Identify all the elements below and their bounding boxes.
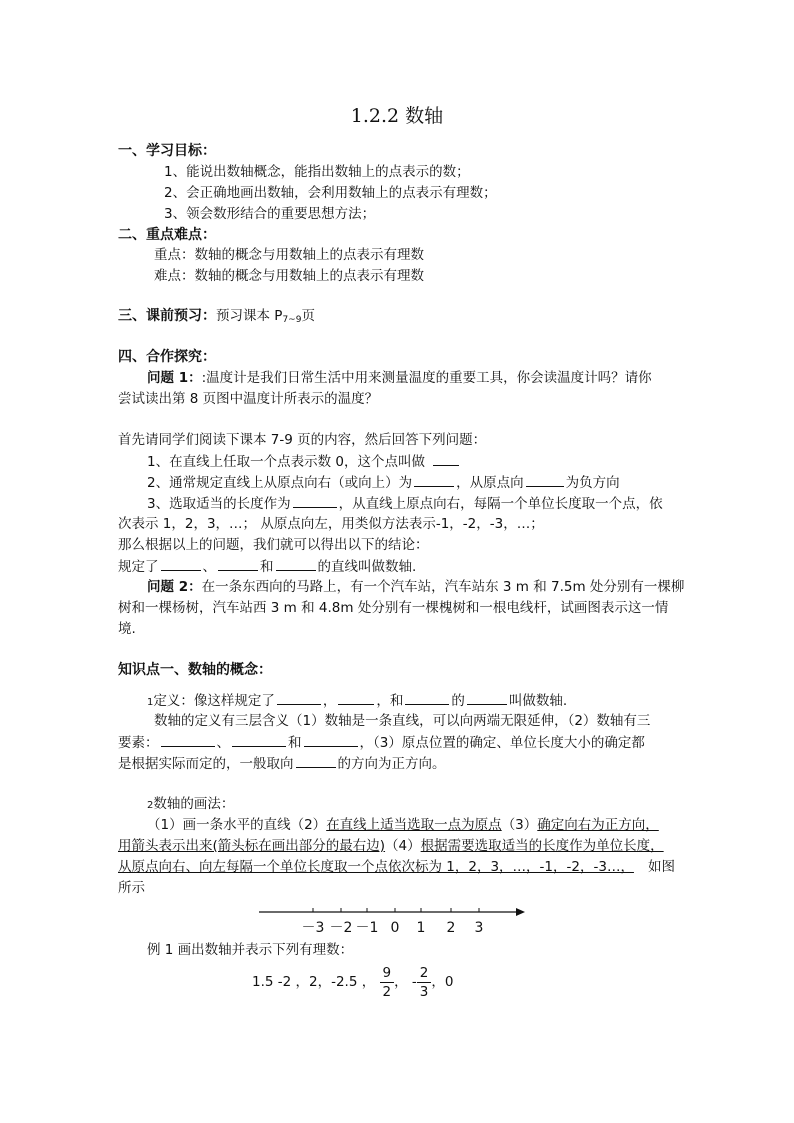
rule-text: 的直线叫做数轴. <box>317 559 417 575</box>
answer-3-cont: 次表示 1，2，3，…； 从原点向左，用类似方法表示-1，-2，-3，…； <box>118 516 544 532</box>
explore-heading: 四、合作探究： <box>118 349 216 365</box>
answer-2-text: ，从原点向 <box>456 475 524 491</box>
fill-blank[interactable] <box>218 556 258 571</box>
goals-heading: 一、学习目标： <box>118 143 216 159</box>
answer-3 <box>147 493 663 514</box>
question-2-label: 问题 2： <box>147 579 202 595</box>
drawing-heading <box>147 794 234 816</box>
answer-3-text: 3、选取适当的长度作为 <box>147 496 291 512</box>
positive-direction-text: 是根据实际而定的，一般取向 <box>118 756 294 772</box>
question-1-text: :温度计是我们日常生活中用来测量温度的重要工具，你会读温度计吗？请你 <box>201 370 652 386</box>
rule-text: 、 <box>202 559 216 575</box>
fill-blank[interactable] <box>296 753 336 768</box>
step-text-underlined: 用箭头表示出来(箭头标在画出部分的最右边) <box>118 838 386 854</box>
number-line <box>255 902 530 938</box>
keypoints-heading: 二、重点难点： <box>118 227 216 243</box>
question-1-label: 问题 1： <box>147 370 202 386</box>
example-1: 例 1 画出数轴并表示下列有理数： <box>147 942 354 958</box>
number-line-label: －3 <box>301 920 325 936</box>
number-line-label: 3 <box>474 920 484 936</box>
definition-text: ，和 <box>376 693 404 709</box>
drawing-steps-1 <box>147 815 659 835</box>
knowledge-point-1-heading: 知识点一、数轴的概念： <box>118 662 272 678</box>
example-numbers-text: ， - <box>394 974 417 990</box>
page-title: 1.2.2 数轴 <box>350 105 444 127</box>
fill-blank[interactable] <box>293 493 337 508</box>
positive-direction-text: 的方向为正方向。 <box>337 756 446 772</box>
question-1-text-2: 尝试读出第 8 页图中温度计所表示的温度？ <box>118 391 379 407</box>
step-text-underlined: 确定向右为正方向， <box>537 817 659 833</box>
key-point: 重点：数轴的概念与用数轴上的点表示有理数 <box>154 247 424 263</box>
step-text-underlined: 在直线上适当选取一点为原点 <box>326 817 502 833</box>
difficulty-point: 难点：数轴的概念与用数轴上的点表示有理数 <box>154 268 424 284</box>
definition-text: 叫做数轴. <box>508 693 568 709</box>
number-line-arrow <box>516 908 525 916</box>
fill-blank[interactable] <box>526 472 564 487</box>
number-line-label: 2 <box>446 920 456 936</box>
three-elements-text: 、 <box>216 735 230 751</box>
positive-direction <box>118 753 446 774</box>
definition-line <box>147 690 567 713</box>
number-line-label: 1 <box>416 920 426 936</box>
answer-2-text: 2、通常规定直线上从原点向右（或向上）为 <box>147 475 413 491</box>
fill-blank[interactable] <box>276 556 316 571</box>
three-elements-text: 要素： <box>118 735 159 751</box>
fill-blank[interactable] <box>232 732 286 747</box>
answer-1 <box>147 451 461 472</box>
fill-blank[interactable] <box>467 690 507 705</box>
fraction-denominator: 2 <box>382 983 392 1000</box>
step-text-underlined: 根据需要选取适当的长度作为单位长度， <box>420 838 664 854</box>
rule-text: 和 <box>260 559 274 575</box>
definition-text: ， <box>322 693 337 709</box>
fraction-denominator: 3 <box>419 983 429 1000</box>
three-elements <box>118 732 645 753</box>
answer-1-text: 1、在直线上任取一个点表示数 0，这个点叫做 <box>147 454 425 470</box>
question-1 <box>147 368 652 388</box>
fill-blank[interactable] <box>304 732 358 747</box>
conclusion-intro: 那么根据以上的问题，我们就可以得出以下的结论： <box>118 537 429 553</box>
rule-text: 规定了 <box>118 559 159 575</box>
answer-2 <box>147 472 620 493</box>
question-2 <box>147 577 684 597</box>
fill-blank[interactable] <box>277 690 321 705</box>
fraction-nine-halves <box>380 964 395 1001</box>
goal-item: 1、能说出数轴概念，能指出数轴上的点表示的数； <box>164 164 470 180</box>
drawing-title: 数轴的画法： <box>153 796 235 812</box>
fill-blank[interactable] <box>433 451 459 466</box>
number-line-label: －2 <box>329 920 353 936</box>
reading-intro: 首先请同学们阅读下课本 7-9 页的内容，然后回答下列问题： <box>118 432 487 448</box>
fill-blank[interactable] <box>161 732 215 747</box>
fill-blank[interactable] <box>161 556 201 571</box>
three-elements-text: 和 <box>288 735 302 751</box>
definition-text: 的 <box>451 693 465 709</box>
fill-blank[interactable] <box>405 690 449 705</box>
step-text: （4） <box>385 838 421 854</box>
step-text-underlined: 从原点向右、向左每隔一个单位长度取一个点依次标为 1，2，3，…，-1，-2，-3…， <box>118 859 634 875</box>
three-elements-text: ，（3）原点位置的确定、单位长度大小的确定都 <box>359 735 645 751</box>
drawing-number: 2 <box>147 800 154 811</box>
goal-item: 3、领会数形结合的重要思想方法； <box>164 206 376 222</box>
fill-blank[interactable] <box>338 690 374 705</box>
definition-number: 1 <box>147 697 154 708</box>
example-numbers <box>252 960 453 1004</box>
question-2-text: 在一条东西向的马路上，有一个汽车站，汽车站东 3 m 和 7.5m 处分别有一棵柳 <box>201 579 685 595</box>
number-line-label: 0 <box>390 920 400 936</box>
definition-text: 定义：像这样规定了 <box>153 693 275 709</box>
conclusion-rule <box>118 556 416 577</box>
fill-blank[interactable] <box>414 472 454 487</box>
question-2-text-3: 境. <box>118 621 136 637</box>
example-numbers-text: ，0 <box>431 974 454 990</box>
preview-tail: 页 <box>301 308 315 324</box>
preview-heading: 三、课前预习： <box>118 308 216 324</box>
drawing-steps-2 <box>118 836 664 856</box>
step-text: （1）画一条水平的直线（2） <box>147 817 327 833</box>
step-text: 如图 <box>647 859 675 875</box>
answer-2-text: 为负方向 <box>565 475 620 491</box>
drawing-steps-3 <box>118 857 675 877</box>
preview-pages: 7~9 <box>282 315 302 325</box>
goal-item: 2、会正确地画出数轴，会利用数轴上的点表示有理数； <box>164 185 497 201</box>
number-line-label: －1 <box>355 920 379 936</box>
answer-3-text: ，从直线上原点向右，每隔一个单位长度取一个点，依 <box>338 496 663 512</box>
fraction-two-thirds <box>417 964 432 1001</box>
three-meanings: 数轴的定义有三层含义（1）数轴是一条直线，可以向两端无限延伸，（2）数轴有三 <box>154 713 651 729</box>
drawing-steps-4: 所示 <box>118 880 145 896</box>
example-numbers-text: 1.5 -2 ，2，-2.5 ， <box>252 974 376 990</box>
preview-line <box>118 306 315 330</box>
fraction-numerator: 9 <box>380 964 395 983</box>
step-text: （3） <box>501 817 538 833</box>
preview-text: 预习课本 P <box>216 308 283 324</box>
number-line-labels <box>302 920 484 936</box>
fraction-numerator: 2 <box>417 964 432 983</box>
question-2-text-2: 树和一棵杨树，汽车站西 3 m 和 4.8m 处分别有一棵槐树和一根电线杆，试画图表示这一情 <box>118 600 669 616</box>
